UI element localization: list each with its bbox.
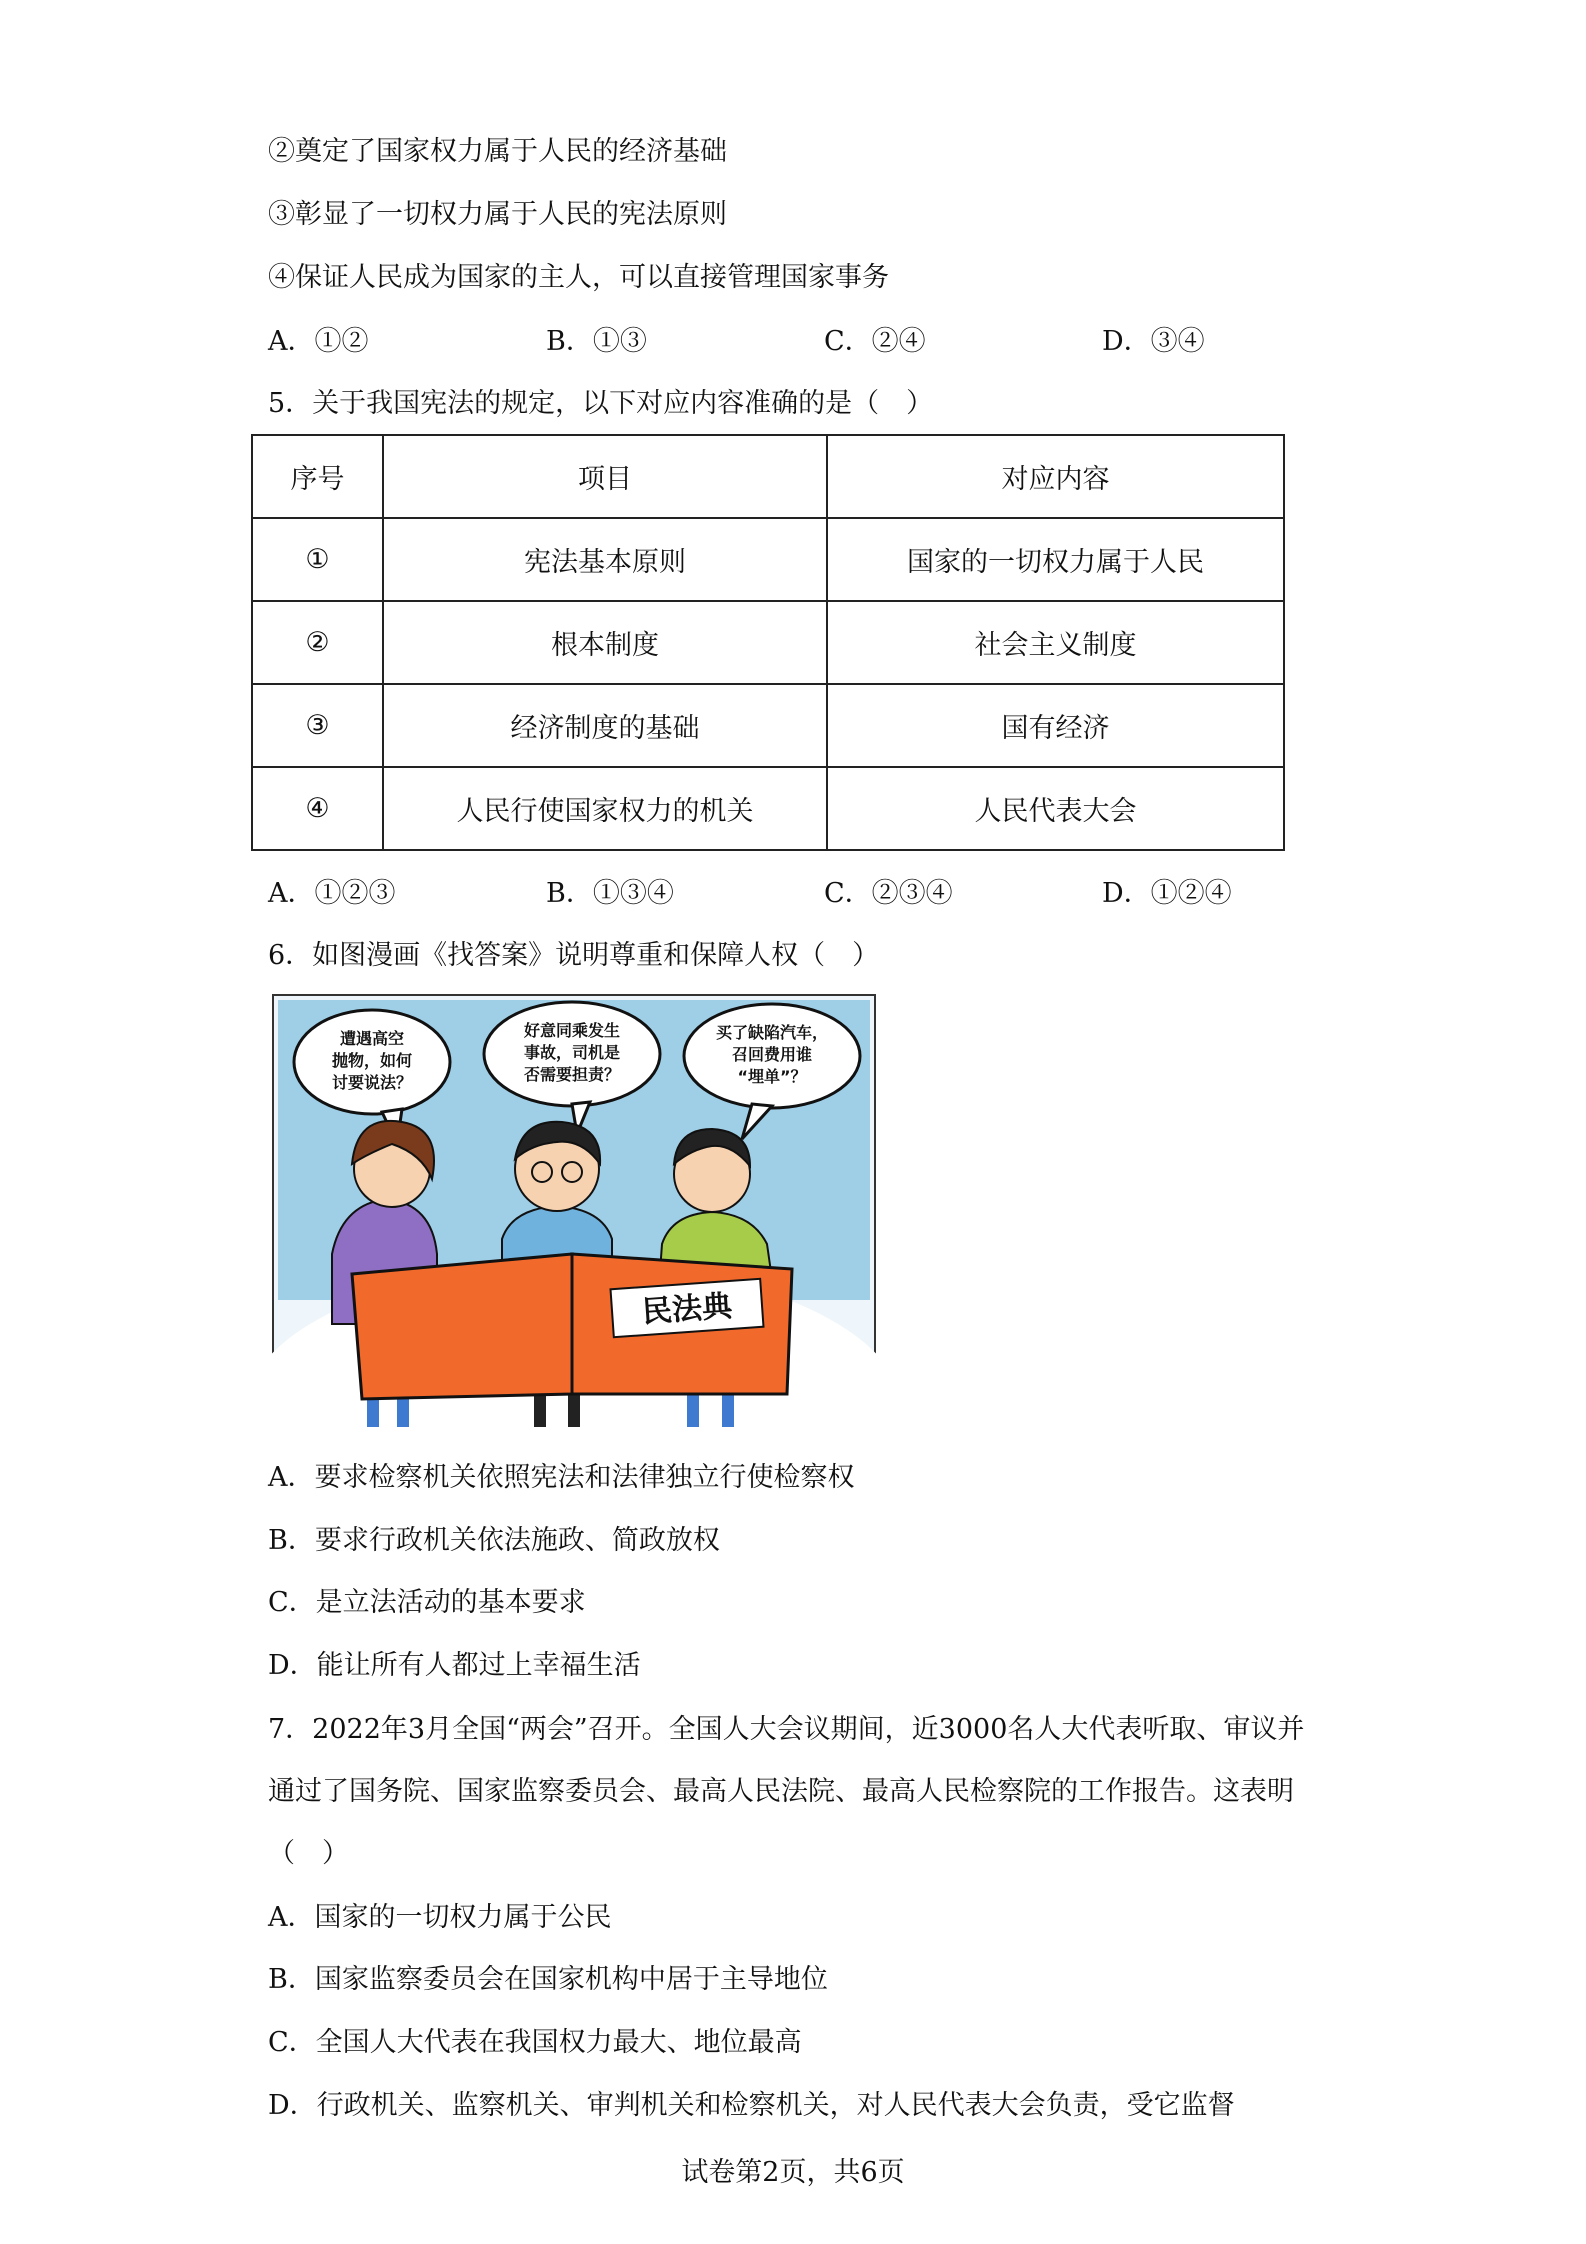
- table-cell: 人民代表大会: [827, 767, 1284, 850]
- table-cell: 经济制度的基础: [383, 684, 827, 767]
- bubble3-line: 买了缺陷汽车，: [715, 1023, 829, 1042]
- q4-option-b[interactable]: B．①③: [546, 326, 647, 357]
- table-cell: ④: [252, 767, 383, 850]
- q5-option-b[interactable]: B．①③④: [546, 878, 674, 909]
- q7-stem-line-2: 通过了国务院、国家监察委员会、最高人民法院、最高人民检察院的工作报告。这表明: [268, 1776, 1294, 1807]
- q4-statement-3: ③彰显了一切权力属于人民的宪法原则: [268, 199, 727, 230]
- q7-stem-line-3: （ ）: [268, 1838, 349, 1869]
- bubble3-line: 召回费用谁: [731, 1045, 813, 1064]
- table-header-row: [252, 435, 1284, 518]
- q7-option-b[interactable]: B．国家监察委员会在国家机构中居于主导地位: [268, 1964, 828, 1995]
- header-cell: 对应内容: [827, 435, 1284, 518]
- bubble1-line: 遭遇高空: [339, 1029, 405, 1048]
- q4-option-a[interactable]: A．①②: [268, 326, 369, 357]
- q7-option-d[interactable]: D．行政机关、监察机关、审判机关和检察机关，对人民代表大会负责，受它监督: [268, 2090, 1235, 2121]
- header-cell: 项目: [383, 435, 827, 518]
- q5-table: [251, 434, 1285, 851]
- table-cell: 根本制度: [383, 601, 827, 684]
- table-cell: ②: [252, 601, 383, 684]
- bubble2-line: 事故，司机是: [523, 1043, 621, 1062]
- table-row: [252, 601, 1284, 684]
- bubble2-line: 好意同乘发生: [523, 1021, 621, 1040]
- civil-code-book: [352, 1254, 792, 1399]
- page-footer: 试卷第2页，共6页: [681, 2157, 905, 2188]
- bubble3-line: “埋单”？: [737, 1067, 807, 1086]
- cartoon-image: [272, 994, 876, 1436]
- table-cell: 国家的一切权力属于人民: [827, 518, 1284, 601]
- table-row: [252, 684, 1284, 767]
- q7-option-c[interactable]: C．全国人大代表在我国权力最大、地位最高: [268, 2027, 802, 2058]
- table-cell: ①: [252, 518, 383, 601]
- table-cell: 宪法基本原则: [383, 518, 827, 601]
- q4-statement-2: ②奠定了国家权力属于人民的经济基础: [268, 136, 727, 167]
- q5-option-d[interactable]: D．①②④: [1102, 878, 1232, 909]
- header-cell: 序号: [252, 435, 383, 518]
- q6-option-d[interactable]: D．能让所有人都过上幸福生活: [268, 1650, 641, 1681]
- q4-option-d[interactable]: D．③④: [1102, 326, 1205, 357]
- bubble1-line: 抛物，如何: [331, 1051, 413, 1070]
- table-cell: 人民行使国家权力的机关: [383, 767, 827, 850]
- table-row: [252, 767, 1284, 850]
- bubble1-line: 讨要说法？: [331, 1073, 413, 1092]
- q7-option-a[interactable]: A．国家的一切权力属于公民: [268, 1902, 612, 1933]
- q7-stem-line-1: 7．2022年3月全国“两会”召开。全国人大会议期间，近3000名人大代表听取、审议并: [268, 1714, 1305, 1745]
- q6-stem: 6．如图漫画《找答案》说明尊重和保障人权（ ）: [268, 940, 880, 971]
- q6-option-b[interactable]: B．要求行政机关依法施政、简政放权: [268, 1525, 720, 1556]
- q4-statement-4: ④保证人民成为国家的主人，可以直接管理国家事务: [268, 262, 889, 293]
- q5-option-c[interactable]: C．②③④: [824, 878, 953, 909]
- q6-option-c[interactable]: C．是立法活动的基本要求: [268, 1587, 586, 1618]
- table-row: [252, 518, 1284, 601]
- table-cell: ③: [252, 684, 383, 767]
- q5-stem: 5．关于我国宪法的规定，以下对应内容准确的是（ ）: [268, 388, 934, 419]
- q6-option-a[interactable]: A．要求检察机关依照宪法和法律独立行使检察权: [268, 1462, 855, 1493]
- q5-option-a[interactable]: A．①②③: [268, 878, 396, 909]
- bubble2-line: 否需要担责？: [523, 1065, 621, 1084]
- q4-option-c[interactable]: C．②④: [824, 326, 926, 357]
- book-title: 民法典: [640, 1288, 734, 1331]
- table-cell: 社会主义制度: [827, 601, 1284, 684]
- table-cell: 国有经济: [827, 684, 1284, 767]
